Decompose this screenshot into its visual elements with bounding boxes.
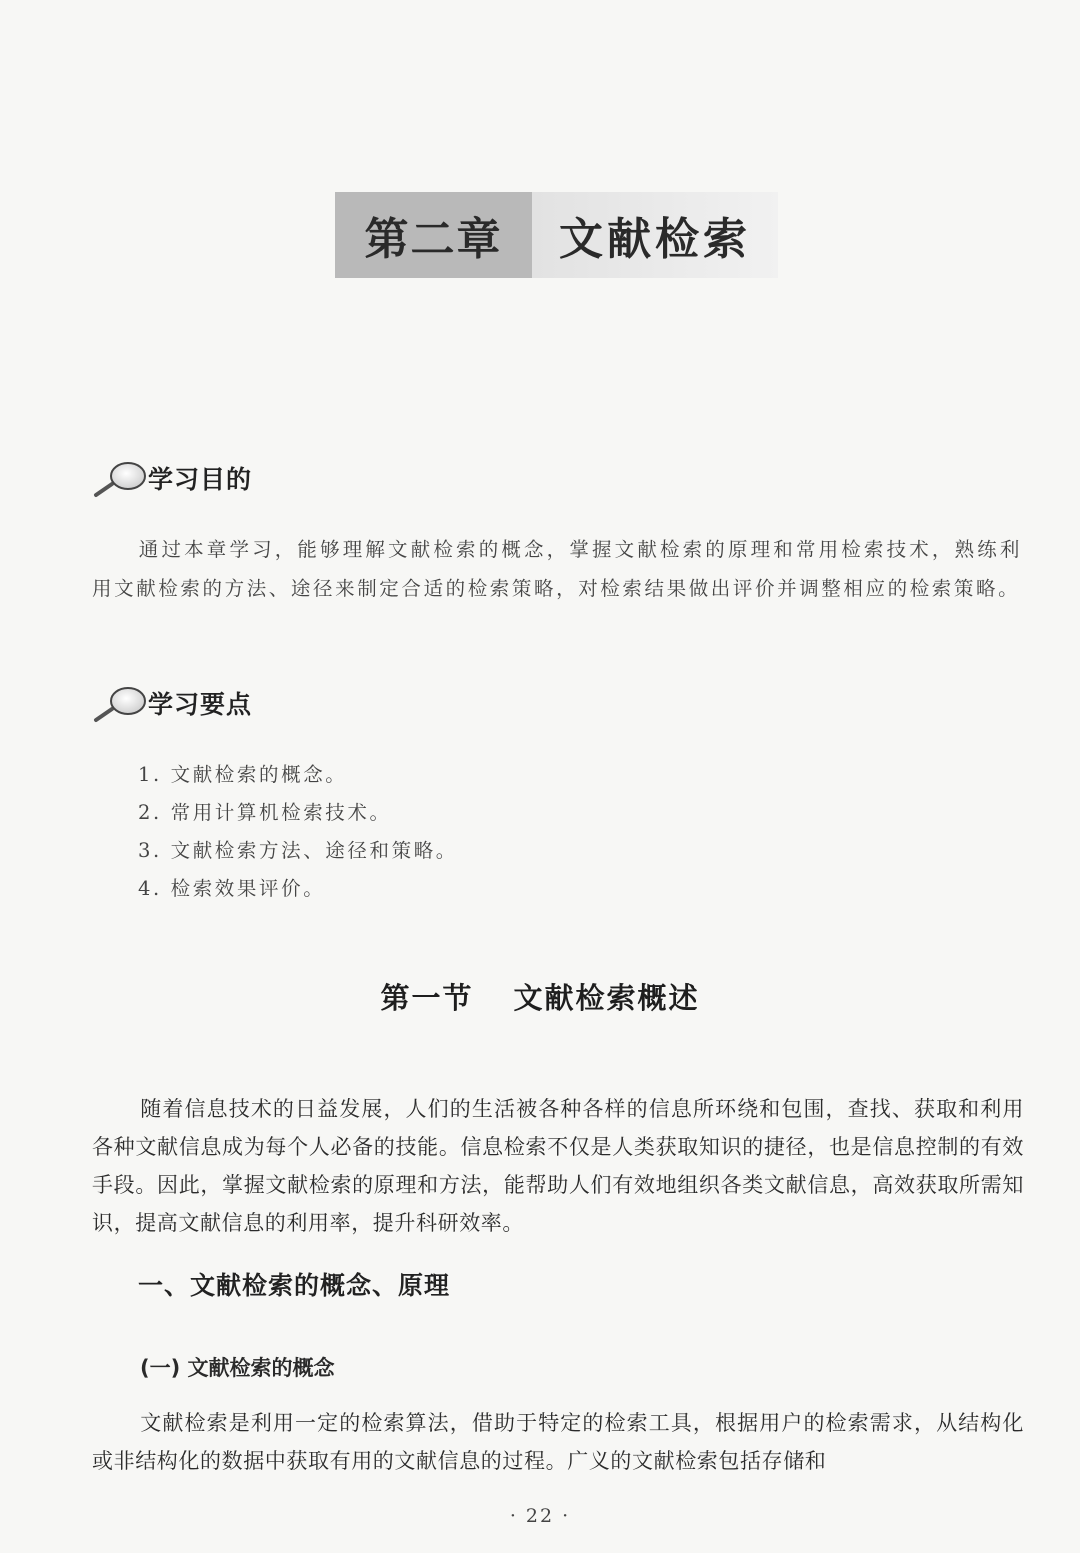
objectives-header-label: 学习目的: [148, 465, 253, 494]
chapter-number: 第二章: [335, 192, 532, 278]
section-intro: [92, 1090, 1024, 1242]
intro-paragraph: 随着信息技术的日益发展，人们的生活被各种各样的信息所环绕和包围，查找、获取和利用各种文献信息成为每个人必备的技能。信息检索不仅是人类获取知识的捷径，也是信息控制的有效手段。因此，掌握文献检索的原理和方法，能帮助人们有效地组织各类文献信息，高效获取所需知识，提高文献信息的利用率，提升科研效率。: [92, 1097, 1024, 1235]
concept-text: [92, 1404, 1024, 1480]
section-title: [0, 976, 1080, 1017]
chapter-title: 文献检索: [532, 192, 778, 278]
list-item: 1. 文献检索的概念。: [138, 763, 348, 786]
subsection-title: 一、文献检索的概念、原理: [138, 1271, 451, 1300]
list-item: 4. 检索效果评价。: [138, 877, 326, 900]
chapter-title-banner: [335, 192, 778, 278]
subsubsection-title: (一) 文献检索的概念: [140, 1356, 335, 1380]
magnifier-icon: [90, 455, 146, 501]
list-item: 2. 常用计算机检索技术。: [138, 801, 392, 824]
page-number: · 22 ·: [509, 1505, 571, 1527]
objectives-paragraph: 通过本章学习，能够理解文献检索的概念，掌握文献检索的原理和常用检索技术，熟练利用文献检索的方法、途径来制定合适的检索策略，对检索结果做出评价并调整相应的检索策略。: [92, 538, 1022, 600]
magnifier-icon: [90, 680, 146, 726]
key-points-header-label: 学习要点: [148, 690, 253, 719]
key-points-header: [90, 680, 252, 726]
objectives-text: [92, 530, 1022, 608]
key-points-list: [138, 756, 458, 908]
concept-paragraph: 文献检索是利用一定的检索算法，借助于特定的检索工具，根据用户的检索需求，从结构化或非结构化的数据中获取有用的文献信息的过程。广义的文献检索包括存储和: [92, 1411, 1024, 1473]
objectives-header: [90, 455, 252, 501]
section-number: 第一节: [380, 981, 474, 1015]
list-item: 3. 文献检索方法、途径和策略。: [138, 839, 458, 862]
section-name: 文献检索概述: [513, 981, 700, 1015]
